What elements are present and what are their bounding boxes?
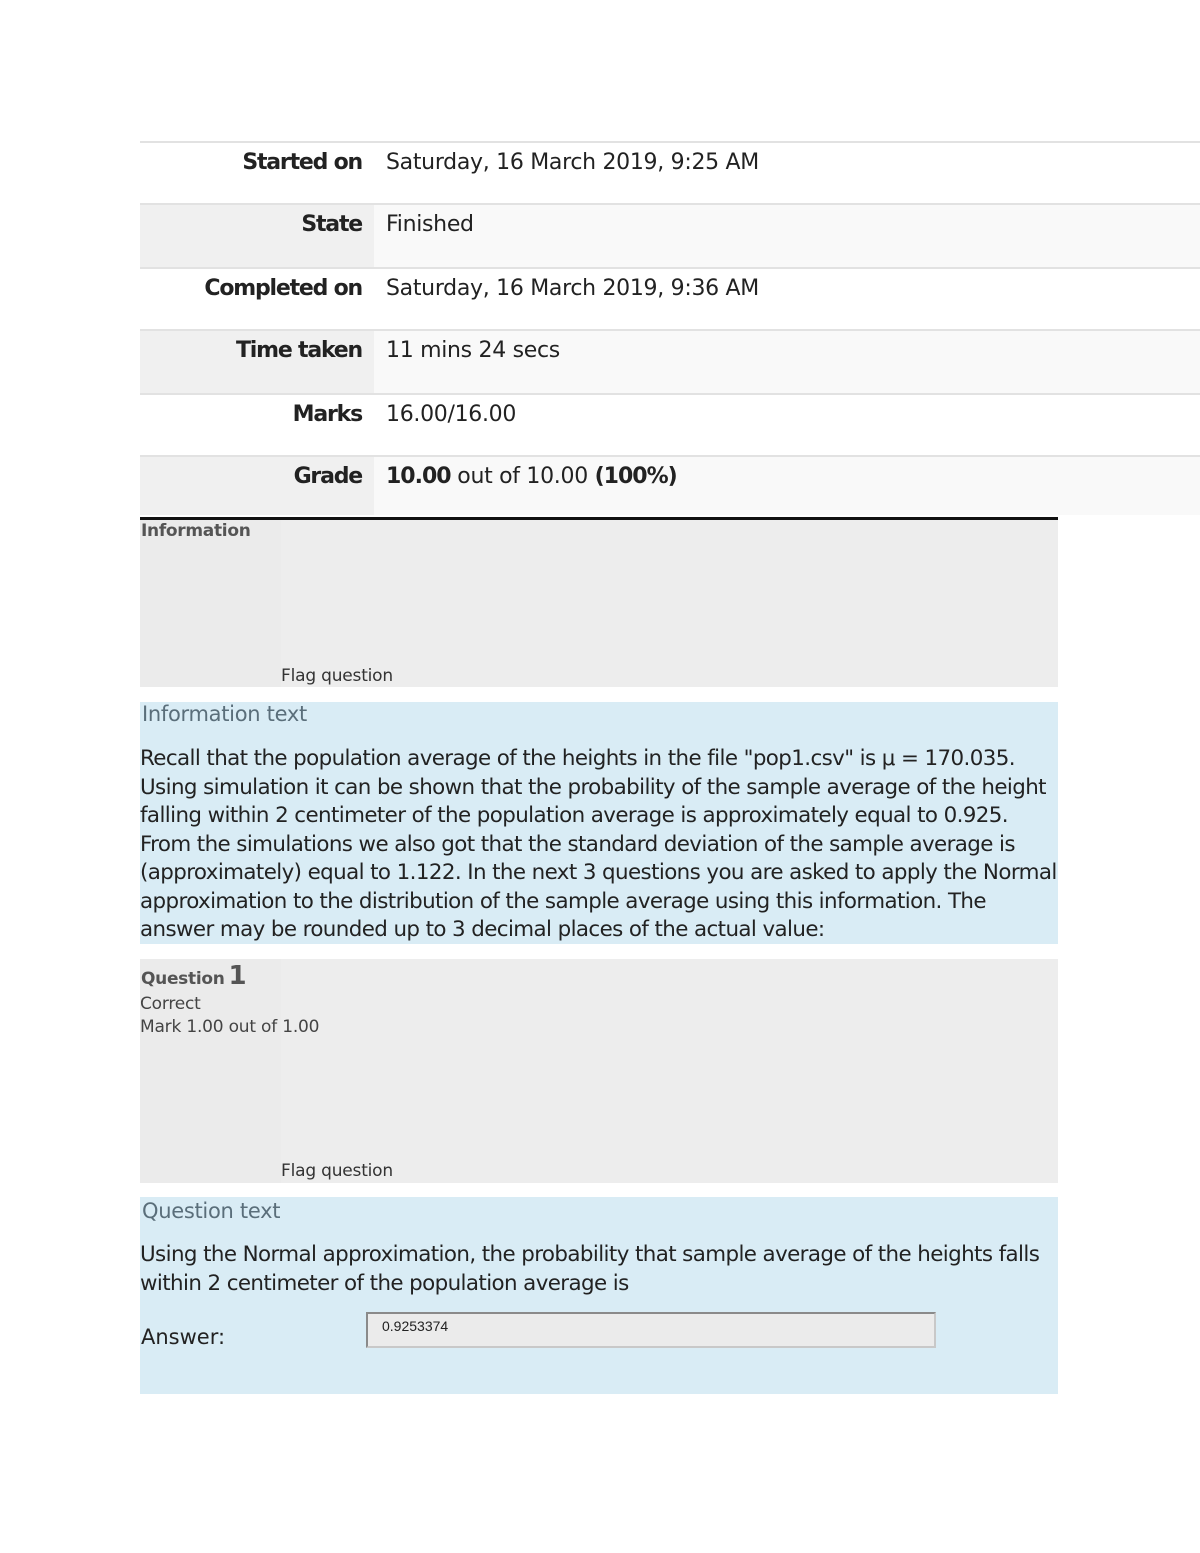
grade-percent: (100%): [594, 464, 677, 489]
question-1-label: [141, 961, 246, 991]
grade-value: [374, 457, 1200, 515]
grade-label: Grade: [293, 464, 362, 489]
grade-out-of: out of 10.00: [450, 464, 595, 489]
attempt-summary-table: [140, 141, 1200, 515]
grade-score: 10.00: [386, 464, 451, 489]
information-info-side: [140, 520, 281, 687]
question-text-heading: Question text: [142, 1199, 281, 1223]
summary-row-marks: [140, 393, 1200, 455]
information-content-panel: [140, 702, 1058, 944]
question-1-content-panel: [140, 1197, 1058, 1394]
started-on-label: Started on: [242, 150, 362, 175]
question-1-mark: Mark 1.00 out of 1.00: [140, 1017, 320, 1037]
started-on-value: Saturday, 16 March 2019, 9:25 AM: [386, 150, 759, 175]
summary-row-time-taken: [140, 329, 1200, 393]
question-1-info-main: [281, 959, 1058, 1183]
answer-label: Answer:: [141, 1325, 226, 1349]
question-1-info-side: [140, 959, 281, 1183]
question-1-flag-question-link[interactable]: Flag question: [281, 1161, 393, 1181]
summary-row-grade: [140, 455, 1200, 515]
question-1-info-panel: [140, 959, 1058, 1183]
information-text-heading: Information text: [142, 702, 307, 726]
question-text-body: Using the Normal approximation, the probability that sample average of the heights falls within 2 centimeter of the population average is: [140, 1242, 1040, 1296]
time-taken-value: 11 mins 24 secs: [374, 331, 1200, 393]
information-info-panel: [140, 520, 1058, 687]
question-1-status: Correct: [140, 994, 201, 1014]
information-info-main: [281, 520, 1058, 687]
completed-on-label: Completed on: [204, 276, 362, 301]
state-label: State: [301, 212, 362, 237]
answer-field[interactable]: 0.9253374: [366, 1312, 936, 1348]
question-number: 1: [228, 961, 247, 991]
state-value: Finished: [374, 205, 1200, 267]
marks-label: Marks: [292, 402, 362, 427]
marks-value: 16.00/16.00: [386, 402, 517, 427]
summary-row-state: [140, 203, 1200, 267]
information-flag-question-link[interactable]: Flag question: [281, 666, 393, 686]
information-text-body: Recall that the population average of the heights in the file "pop1.csv" is μ = 170.035. Using simulation it can be shown that the probability of the sample average of the height falling within 2 centimeter of the population average is approximately equal to 0.925. From the simulations we also got that the standard deviation of the sample average is (approximately) equal to 1.122. In the next 3 questions you are asked to apply the Normal approximation to the distribution of the sample average using this information. The answer may be rounded up to 3 decimal places of the actual value:: [140, 746, 1057, 942]
question-label-text: Question: [141, 969, 225, 989]
summary-row-started-on: [140, 141, 1200, 203]
summary-row-completed-on: [140, 267, 1200, 329]
information-label: Information: [141, 521, 251, 541]
time-taken-label: Time taken: [235, 338, 362, 363]
completed-on-value: Saturday, 16 March 2019, 9:36 AM: [386, 276, 759, 301]
